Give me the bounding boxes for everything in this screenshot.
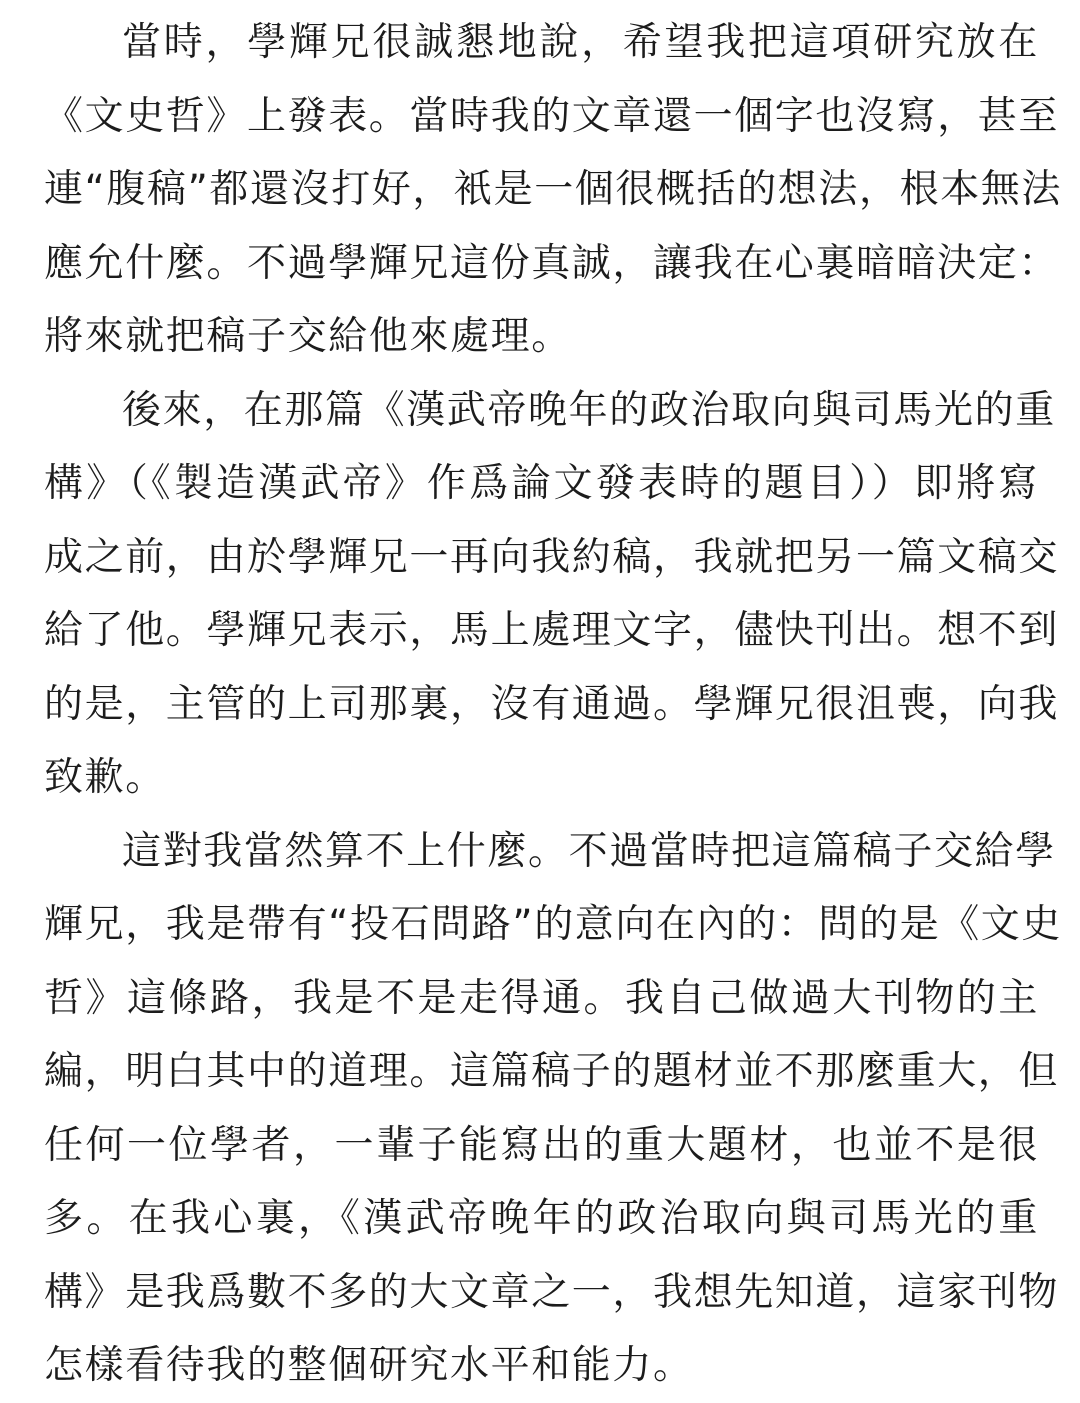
- text-line: 構》（《製造漢武帝》作爲論文發表時的題目））即將寫: [44, 461, 1039, 506]
- text-line: 當時，學輝兄很誠懇地說，希望我把這項研究放在: [122, 20, 1039, 65]
- paragraph-1: [44, 6, 1063, 374]
- article-body: [44, 6, 1063, 1403]
- text-line: 給了他。學輝兄表示，馬上處理文字，儘快刊出。想不到: [44, 608, 1060, 653]
- text-line: 哲》這條路，我是不是走得通。我自己做過大刊物的主: [44, 975, 1039, 1021]
- text-line: 應允什麼。不過學輝兄這份真誠，讓我在心裏暗暗決定：: [44, 240, 1060, 286]
- text-line: 成之前，由於學輝兄一再向我約稿，我就把另一篇文稿交: [44, 534, 1060, 580]
- text-line: 輝兄，我是帶有“投石問路”的意向在內的：問的是《文史: [44, 902, 1063, 947]
- paragraph-2: [44, 374, 1060, 815]
- text-line: 後來，在那篇《漢武帝晚年的政治取向與司馬光的重: [122, 387, 1056, 433]
- text-line: 致歉。: [44, 755, 166, 800]
- text-line: 的是，主管的上司那裏，沒有通過。學輝兄很沮喪，向我: [44, 681, 1060, 727]
- text-line: 將來就把稿子交給他來處理。: [44, 314, 572, 359]
- paragraph-3: [44, 815, 1063, 1403]
- text-line: 任何一位學者，一輩子能寫出的重大題材，也並不是很: [44, 1122, 1039, 1168]
- text-line: 《文史哲》上發表。當時我的文章還一個字也沒寫，甚至: [44, 93, 1060, 139]
- text-line: 多。在我心裏，《漢武帝晚年的政治取向與司馬光的重: [44, 1196, 1039, 1241]
- text-line: 怎樣看待我的整個研究水平和能力。: [44, 1343, 694, 1388]
- text-line: 這對我當然算不上什麼。不過當時把這篇稿子交給學: [122, 828, 1056, 874]
- text-line: 連“腹稿”都還沒打好，衹是一個很概括的想法，根本無法: [44, 167, 1063, 212]
- text-line: 編，明白其中的道理。這篇稿子的題材並不那麼重大，但: [44, 1049, 1060, 1094]
- text-line: 構》是我爲數不多的大文章之一，我想先知道，這家刊物: [44, 1269, 1060, 1315]
